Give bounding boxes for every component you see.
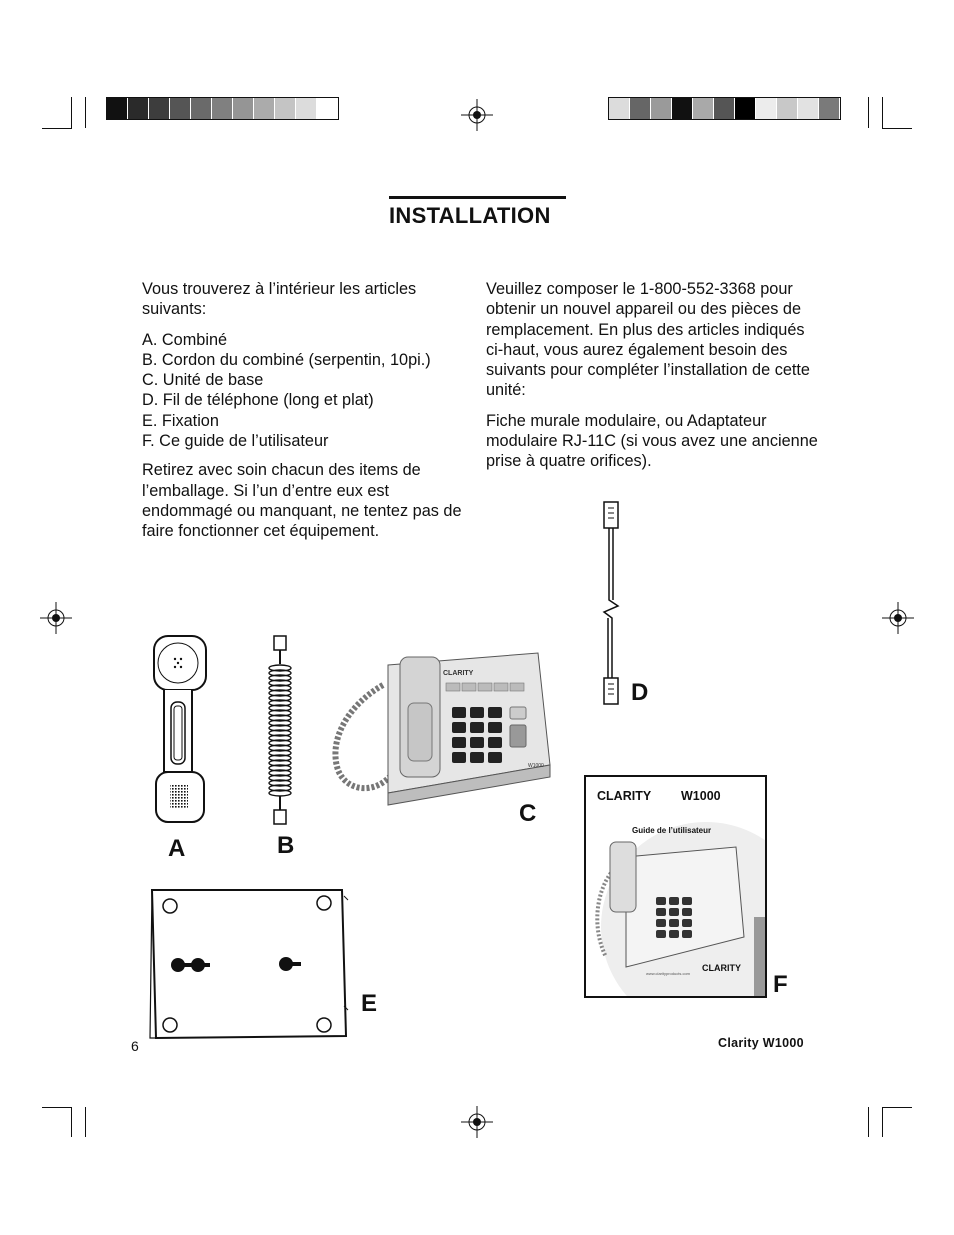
list-item: A. Combiné — [142, 330, 228, 349]
list-item: F. Ce guide de l’utilisateur — [142, 432, 329, 451]
wall-mount-illustration — [146, 886, 352, 1042]
calibration-swatch — [170, 98, 191, 119]
calibration-swatch — [212, 98, 233, 119]
registration-mark-left — [40, 602, 72, 634]
crop-mark — [42, 128, 72, 129]
calibration-swatch — [275, 98, 296, 119]
figure-label-b: B — [277, 832, 295, 859]
guide-url: www.clarityproducts.com — [646, 971, 691, 976]
calibration-swatch — [630, 98, 651, 119]
crop-mark — [71, 1107, 72, 1137]
crop-mark — [42, 1107, 72, 1108]
figure-label-d: D — [631, 679, 649, 706]
calibration-swatch — [317, 98, 338, 119]
handset-illustration — [148, 632, 212, 828]
calibration-swatch — [714, 98, 735, 119]
crop-mark — [85, 97, 86, 128]
intro-text: Vous trouverez à l’intérieur les articles suivants: — [142, 280, 417, 319]
calibration-swatch — [191, 98, 212, 119]
calibration-swatch — [819, 98, 840, 119]
list-item: D. Fil de téléphone (long et plat) — [142, 391, 374, 410]
base-unit-illustration — [328, 645, 553, 815]
calibration-swatch — [149, 98, 170, 119]
calibration-swatch — [651, 98, 672, 119]
list-item: E. Fixation — [142, 411, 219, 430]
page-title: INSTALLATION — [389, 203, 551, 228]
calibration-swatch — [233, 98, 254, 119]
user-guide-cover — [584, 775, 767, 998]
title-rule — [389, 196, 566, 199]
calibration-swatch — [756, 98, 777, 119]
figure-label-f: F — [773, 971, 788, 998]
crop-mark — [85, 1107, 86, 1137]
crop-mark — [882, 97, 883, 128]
right-column — [486, 279, 818, 482]
warning-text: Retirez avec soin chacun des items de l’emballage. Si l’un d’entre eux est endommagé ou manquant, ne tentez pas de faire fonctionner cet équipement. — [142, 461, 462, 541]
crop-mark — [71, 97, 72, 128]
calibration-swatch — [693, 98, 714, 119]
coiled-cord-illustration — [262, 634, 302, 830]
calibration-bar-right — [608, 97, 841, 120]
crop-mark — [882, 128, 912, 129]
calibration-swatch — [798, 98, 819, 119]
guide-model: W1000 — [681, 789, 721, 803]
figure-label-a: A — [168, 835, 186, 862]
calibration-swatch — [735, 98, 756, 119]
guide-subtitle: Guide de l’utilisateur — [632, 826, 712, 835]
crop-mark — [868, 97, 869, 128]
calibration-swatch — [254, 98, 275, 119]
page-number: 6 — [131, 1038, 139, 1054]
crop-mark — [882, 1107, 883, 1137]
calibration-swatch — [777, 98, 798, 119]
registration-mark-top — [461, 99, 493, 131]
crop-mark — [882, 1107, 912, 1108]
footer-brand: Clarity W1000 — [718, 1036, 804, 1050]
list-item: B. Cordon du combiné (serpentin, 10pi.) — [142, 350, 431, 369]
contents-list — [142, 330, 464, 452]
calibration-swatch — [128, 98, 149, 119]
calibration-swatch — [107, 98, 128, 119]
calibration-swatch — [296, 98, 317, 119]
line-cord-illustration — [600, 500, 628, 706]
guide-logo: CLARITY — [702, 963, 741, 973]
registration-mark-bottom — [461, 1106, 493, 1138]
support-text: Veuillez composer le 1-800-552-3368 pour obtenir un nouvel appareil ou des pièces de remplacement. En plus des articles indiqués ci-haut, vous aurez également besoin des suivants pour compléter l’installation de cette unité: — [486, 280, 810, 400]
list-item: C. Unité de base — [142, 371, 264, 390]
calibration-swatch — [672, 98, 693, 119]
figure-label-e: E — [361, 990, 378, 1017]
crop-mark — [868, 1107, 869, 1137]
calibration-swatch — [609, 98, 630, 119]
registration-mark-right — [882, 602, 914, 634]
guide-brand: CLARITY — [597, 789, 652, 803]
calibration-bar-left — [106, 97, 339, 120]
figure-label-c: C — [519, 800, 537, 827]
jack-requirement-text: Fiche murale modulaire, ou Adaptateur modulaire RJ-11C (si vous avez une ancienne prise à quatre orifices). — [486, 411, 818, 471]
left-column — [142, 279, 464, 552]
phone-model: W1000 — [528, 763, 544, 769]
phone-brand: CLARITY — [443, 670, 474, 677]
